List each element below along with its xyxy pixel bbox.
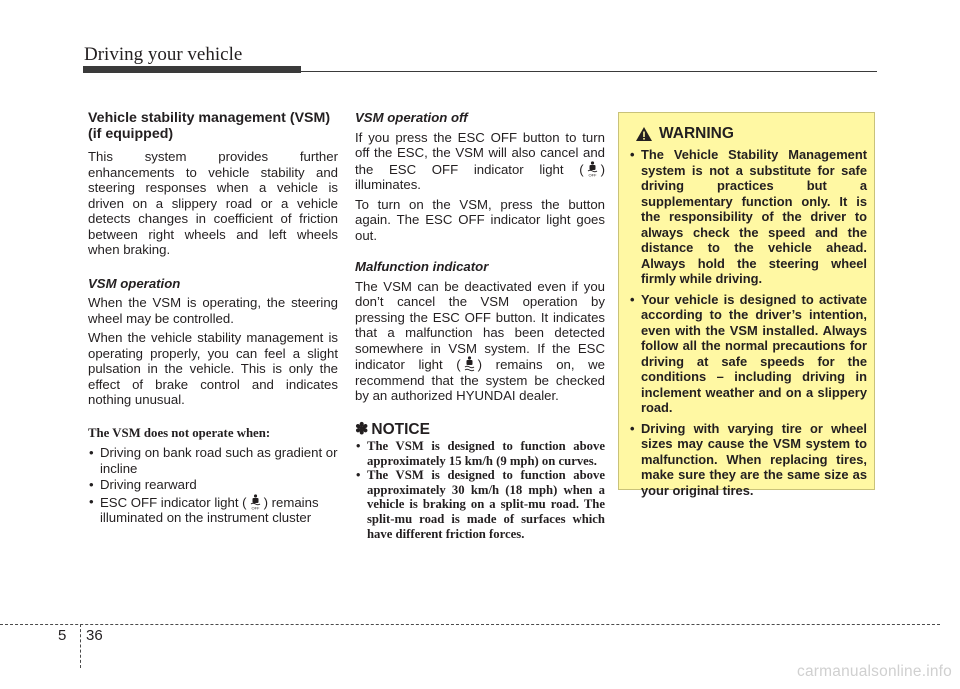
- chapter-number: 5: [58, 627, 67, 644]
- malfunction-text-after: ) remains on, we recommend that the system be checked by an authorized HYUNDAI dealer.: [355, 357, 605, 403]
- warning-box: [618, 112, 875, 498]
- esc-off-indicator-icon: [586, 161, 599, 177]
- intro-paragraph: This system provides further enhancements to vehicle stability and steering responses when a vehicle is driven on a slippery road or a vehicle detects changes in coefficient of friction between right wheels and left wheels when braking.: [88, 149, 338, 257]
- esc-off-indicator-icon: [249, 494, 262, 510]
- section-title: Vehicle stability management (VSM) (if equipped): [88, 110, 331, 142]
- warning-title: WARNING: [659, 125, 734, 142]
- malfunction-text-before: The VSM can be deactivated even if you don’t cancel the VSM operation by pressing the ESC OFF button. It indicates that a malfunction has been detected somewhere in VSM system. If the ESC indicator light (: [355, 278, 605, 372]
- esc-item-text-after: ) remains illuminated on the instrument cluster: [100, 494, 319, 525]
- vsm-operation-paragraph-2: When the vehicle stability management is operating properly, you can feel a slight pulsation in the vehicle. This is only the effect of brake control and indicates nothing unusual.: [88, 330, 338, 407]
- svg-text:OFF: OFF: [251, 504, 260, 510]
- header-bar: [83, 66, 301, 73]
- notice-star-icon: ✽: [355, 420, 369, 438]
- list-item: • Driving with varying tire or wheel sizes may cause the VSM system to malfunction. When replacing tires, make sure they are the same size as your original tires.: [629, 421, 867, 499]
- column-middle: [355, 110, 605, 541]
- vsm-off-paragraph-2: To turn on the VSM, press the button again. The ESC OFF indicator light goes out.: [355, 196, 605, 243]
- notice-heading: [355, 422, 605, 438]
- watermark[interactable]: carmanualsonline.info: [797, 663, 952, 680]
- svg-text:OFF: OFF: [588, 171, 597, 177]
- malfunction-title: Malfunction indicator: [355, 259, 489, 274]
- not-operate-heading: The VSM does not operate when:: [88, 425, 271, 440]
- esc-item-text-before: ESC OFF indicator light (: [100, 494, 247, 510]
- footer-divider: [80, 624, 81, 668]
- warning-triangle-icon: [635, 126, 653, 142]
- vsm-operation-title: VSM operation: [88, 275, 181, 291]
- list-item: • Driving on bank road such as gradient or incline: [88, 445, 338, 476]
- esc-indicator-icon: [463, 356, 476, 372]
- warning-list: [629, 147, 867, 498]
- page-header-title: Driving your vehicle: [84, 44, 243, 65]
- malfunction-paragraph: [355, 279, 605, 404]
- vsm-operation-paragraph-1: When the VSM is operating, the steering wheel may be controlled.: [88, 295, 338, 326]
- vsm-off-title: VSM operation off: [355, 110, 468, 125]
- vsm-off-text-after: ) illuminates.: [355, 161, 605, 192]
- list-item: • The VSM is designed to function above approximately 15 km/h (9 mph) on curves.: [355, 439, 605, 468]
- vsm-off-text-before: If you press the ESC OFF button to turn off the ESC, the VSM will also cancel and the ESC OFF indicator light (: [355, 129, 605, 177]
- notice-title: NOTICE: [371, 420, 430, 438]
- column-left: [88, 110, 338, 527]
- page-number: 36: [86, 627, 103, 644]
- list-item: [88, 494, 338, 526]
- vsm-off-paragraph-1: [355, 130, 605, 193]
- list-item: • Your vehicle is designed to activate according to the driver’s intention, even with the VSM installed. Always follow all the normal precautions for driving at safe speeds for the conditions – including driving in inclement weather and on a slippery road.: [629, 292, 867, 416]
- notice-list: [355, 439, 605, 541]
- header-rule: [301, 71, 877, 72]
- warning-heading: [635, 125, 867, 143]
- list-item: • The Vehicle Stability Management system is not a substitute for safe driving practices but a supplementary function only. It is the responsibility of the driver to always check the speed and the distance to the vehicle ahead. Always hold the steering wheel firmly while driving.: [629, 147, 867, 287]
- footer-rule: [0, 624, 940, 625]
- not-operate-list: [88, 445, 338, 526]
- list-item: • The VSM is designed to function above approximately 30 km/h (18 mph) when a vehicle is braking on a split-mu road. The split-mu road is made of surfaces which have different friction forces.: [355, 468, 605, 541]
- list-item: • Driving rearward: [88, 477, 338, 493]
